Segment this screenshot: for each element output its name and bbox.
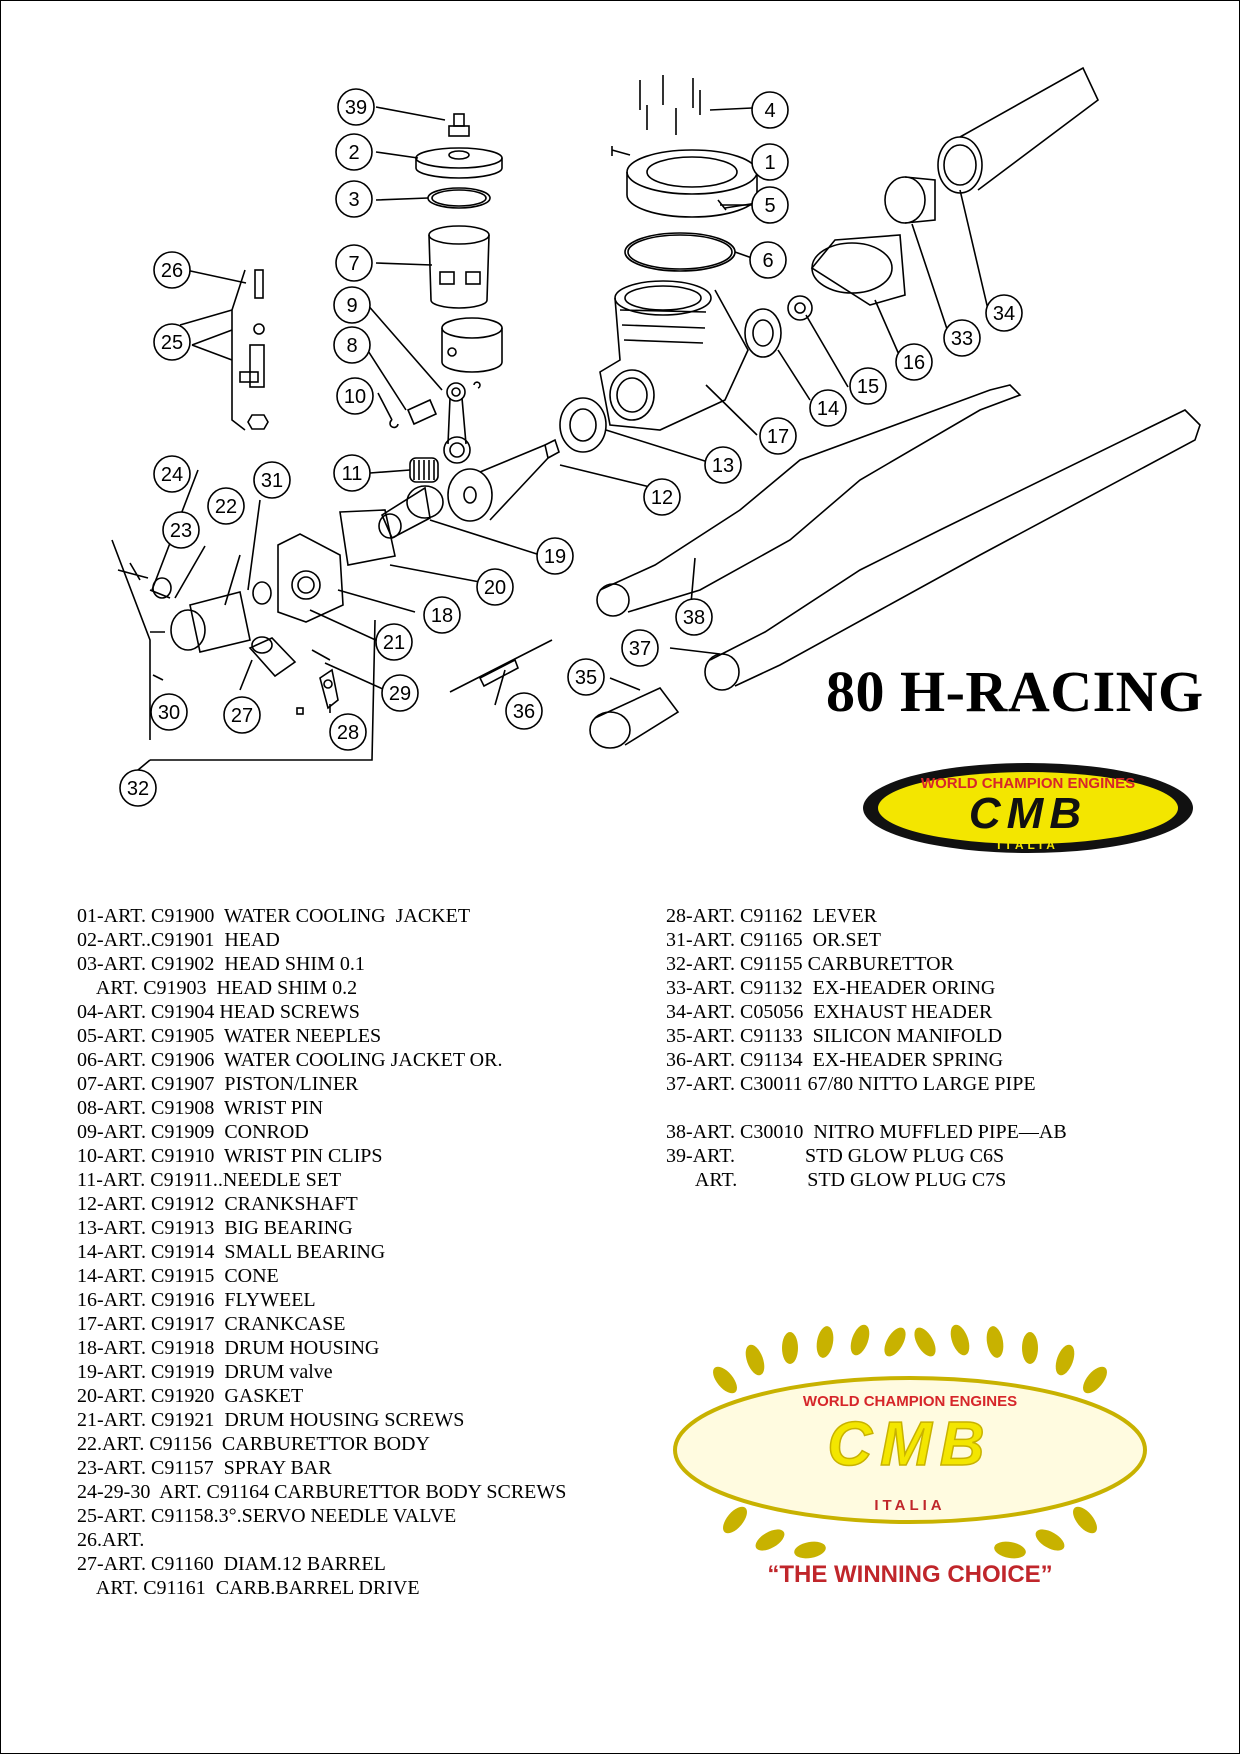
callout-label: 4	[764, 100, 776, 122]
callout-36	[506, 693, 542, 729]
part-row: 38-ART. C30010 NITRO MUFFLED PIPE—AB	[666, 1121, 1067, 1143]
callout-label: 31	[260, 470, 284, 492]
callout-27	[224, 697, 260, 733]
part-row: 07-ART. C91907 PISTON/LINER	[77, 1073, 359, 1095]
logo-large-slogan: “THE WINNING CHOICE”	[767, 1561, 1053, 1588]
part-row: 19-ART. C91919 DRUM valve	[77, 1361, 333, 1383]
part-row: 08-ART. C91908 WRIST PIN	[77, 1097, 324, 1119]
parts-list-right	[666, 904, 1067, 1192]
bracket-25	[232, 270, 245, 430]
part-row: 09-ART. C91909 CONROD	[77, 1121, 309, 1143]
callout-6	[750, 242, 786, 278]
part-row: 18-ART. C91918 DRUM HOUSING	[77, 1337, 380, 1359]
part-row: 17-ART. C91917 CRANKCASE	[77, 1313, 346, 1335]
callout-label: 6	[762, 250, 774, 272]
part-row: 24-29-30 ART. C91164 CARBURETTOR BODY SCREWS	[77, 1481, 567, 1503]
callout-1	[752, 144, 788, 180]
logo-large-bottom-text: ITALIA	[874, 1497, 946, 1514]
part-row: 06-ART. C91906 WATER COOLING JACKET OR.	[77, 1049, 503, 1071]
callout-label: 17	[766, 426, 790, 448]
part-row: 13-ART. C91913 BIG BEARING	[77, 1217, 353, 1239]
callout-38	[676, 599, 712, 635]
callout-label: 2	[348, 142, 360, 164]
page-title: 80 H-RACING	[826, 659, 1204, 724]
logo-small-mark: CMB	[968, 789, 1088, 838]
callout-34	[986, 295, 1022, 331]
callout-16	[896, 344, 932, 380]
callout-5	[752, 187, 788, 223]
callout-label: 18	[430, 605, 454, 627]
callout-label: 35	[574, 667, 598, 689]
part-row: ART. STD GLOW PLUG C7S	[666, 1169, 1007, 1191]
callout-15	[850, 368, 886, 404]
part-row: 23-ART. C91157 SPRAY BAR	[77, 1457, 332, 1479]
logo-large-top-text: WORLD CHAMPION ENGINES	[802, 1393, 1018, 1410]
callout-label: 38	[682, 607, 706, 629]
callout-label: 25	[160, 332, 184, 354]
callout-2	[336, 134, 372, 170]
cmb-logo-small	[858, 758, 1198, 858]
callout-label: 7	[348, 253, 360, 275]
callout-label: 30	[157, 702, 181, 724]
part-row: 14-ART. C91915 CONE	[77, 1265, 279, 1287]
part-row: 36-ART. C91134 EX-HEADER SPRING	[666, 1049, 1004, 1071]
callout-label: 19	[543, 546, 567, 568]
part-row: 33-ART. C91132 EX-HEADER ORING	[666, 977, 996, 999]
callout-33	[944, 320, 980, 356]
part-row: 37-ART. C30011 67/80 NITTO LARGE PIPE	[666, 1073, 1036, 1095]
part-row: 20-ART. C91920 GASKET	[77, 1385, 304, 1407]
callout-label: 1	[764, 152, 776, 174]
callout-26	[154, 252, 190, 288]
part-row: 02-ART..C91901 HEAD	[77, 929, 280, 951]
cmb-logo-large	[665, 1320, 1155, 1600]
callout-label: 29	[388, 683, 412, 705]
callout-3	[336, 181, 372, 217]
callout-11	[334, 455, 370, 491]
callout-label: 23	[169, 520, 193, 542]
logo-small-bottom-text: ITALIA	[997, 838, 1059, 852]
part-row: 28-ART. C91162 LEVER	[666, 905, 878, 927]
callout-label: 21	[382, 632, 406, 654]
callout-12	[644, 479, 680, 515]
callout-label: 20	[483, 577, 507, 599]
callout-label: 33	[950, 328, 974, 350]
part-row: 11-ART. C91911..NEEDLE SET	[77, 1169, 342, 1191]
callout-13	[705, 447, 741, 483]
part-row: 32-ART. C91155 CARBURETTOR	[666, 953, 954, 975]
part-row: 01-ART. C91900 WATER COOLING JACKET	[77, 905, 471, 927]
callout-label: 32	[126, 778, 150, 800]
needle-valve-tip	[255, 270, 263, 298]
callout-24	[154, 456, 190, 492]
callout-label: 5	[764, 195, 776, 217]
callout-label: 27	[230, 705, 254, 727]
part-row: ART. C91161 CARB.BARREL DRIVE	[77, 1577, 420, 1599]
callout-label: 12	[650, 487, 674, 509]
needle-valve-body	[250, 345, 264, 387]
callout-32	[120, 770, 156, 806]
part-row: 05-ART. C91905 WATER NEEPLES	[77, 1025, 382, 1047]
callout-18	[424, 597, 460, 633]
callout-23	[163, 512, 199, 548]
callout-10	[337, 378, 373, 414]
callout-14	[810, 390, 846, 426]
part-row: 04-ART. C91904 HEAD SCREWS	[77, 1001, 360, 1023]
part-row: 27-ART. C91160 DIAM.12 BARREL	[77, 1553, 386, 1575]
callout-21	[376, 624, 412, 660]
callout-label: 24	[160, 464, 184, 486]
part-row: ART. C91903 HEAD SHIM 0.2	[77, 977, 358, 999]
callout-22	[208, 488, 244, 524]
callout-label: 39	[344, 97, 368, 119]
part-row: 14-ART. C91914 SMALL BEARING	[77, 1241, 386, 1263]
part-row: 26.ART.	[77, 1529, 145, 1551]
callout-label: 16	[902, 352, 926, 374]
callout-28	[330, 714, 366, 750]
callout-label: 13	[711, 455, 735, 477]
callout-label: 26	[160, 260, 184, 282]
logo-small-top-text: WORLD CHAMPION ENGINES	[920, 775, 1136, 792]
part-row: 25-ART. C91158.3°.SERVO NEEDLE VALVE	[77, 1505, 457, 1527]
callout-label: 37	[628, 638, 652, 660]
logo-large-mark: CMB	[827, 1410, 993, 1479]
part-row: 35-ART. C91133 SILICON MANIFOLD	[666, 1025, 1003, 1047]
callout-label: 22	[214, 496, 238, 518]
part-row: 16-ART. C91916 FLYWEEL	[77, 1289, 316, 1311]
callout-29	[382, 675, 418, 711]
part-row: 39-ART. STD GLOW PLUG C6S	[666, 1145, 1005, 1167]
callout-31	[254, 462, 290, 498]
part-row: 31-ART. C91165 OR.SET	[666, 929, 881, 951]
callout-25	[154, 324, 190, 360]
parts-list-left	[77, 904, 566, 1600]
callout-17	[760, 418, 796, 454]
callout-label: 28	[336, 722, 360, 744]
callout-label: 3	[348, 189, 360, 211]
callout-37	[622, 630, 658, 666]
callout-label: 36	[512, 701, 536, 723]
part-row: 22.ART. C91156 CARBURETTOR BODY	[77, 1433, 430, 1455]
callout-9	[334, 287, 370, 323]
callout-30	[151, 694, 187, 730]
part-row: 10-ART. C91910 WRIST PIN CLIPS	[77, 1145, 383, 1167]
nut	[248, 415, 268, 429]
callout-label: 14	[816, 398, 840, 420]
exploded-view-diagram	[0, 0, 1240, 870]
callout-4	[752, 92, 788, 128]
callout-label: 9	[346, 295, 358, 317]
part-row: 03-ART. C91902 HEAD SHIM 0.1	[77, 953, 365, 975]
callout-label: 10	[343, 386, 367, 408]
callout-8	[334, 327, 370, 363]
callout-35	[568, 659, 604, 695]
part-row: 34-ART. C05056 EXHAUST HEADER	[666, 1001, 993, 1023]
part-row: 12-ART. C91912 CRANKSHAFT	[77, 1193, 358, 1215]
callout-39	[338, 89, 374, 125]
callout-19	[537, 538, 573, 574]
callout-label: 34	[992, 303, 1016, 325]
callout-20	[477, 569, 513, 605]
callout-label: 11	[341, 463, 363, 485]
callout-7	[336, 245, 372, 281]
callout-label: 15	[856, 376, 880, 398]
part-row: 21-ART. C91921 DRUM HOUSING SCREWS	[77, 1409, 465, 1431]
callout-label: 8	[346, 335, 358, 357]
